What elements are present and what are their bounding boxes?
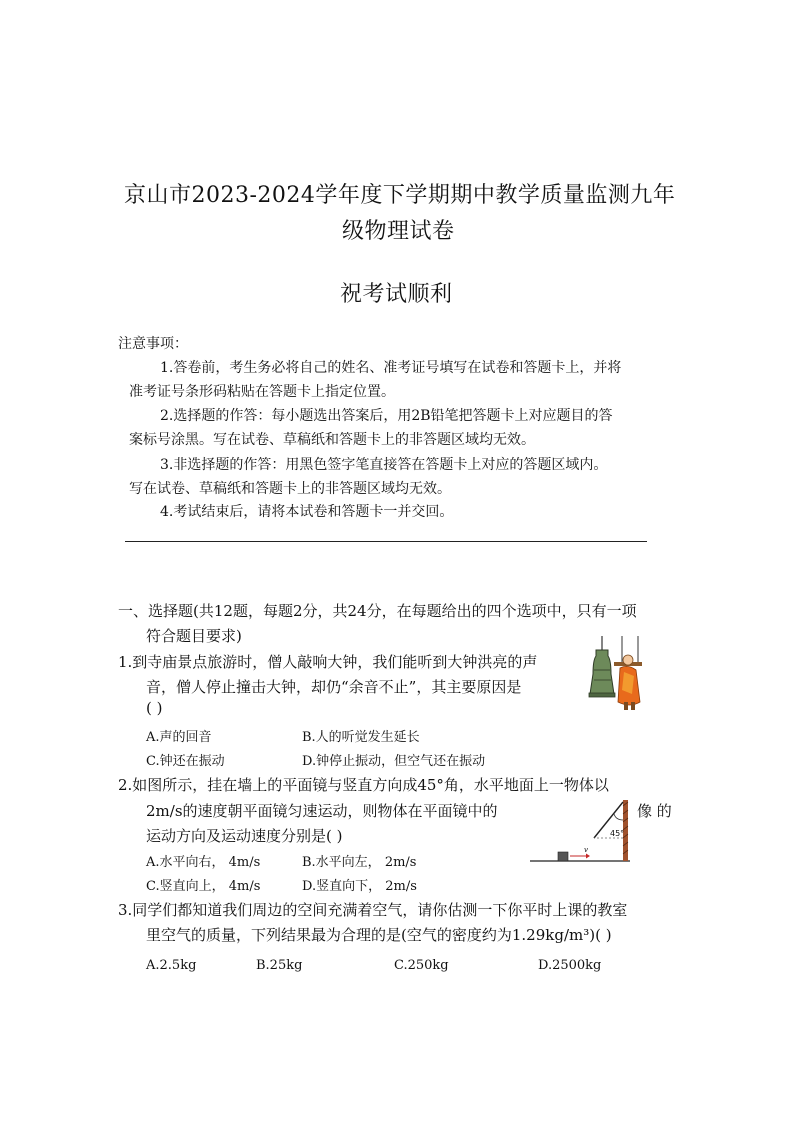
- q3-option-d: D.2500kg: [538, 958, 602, 973]
- q3-stem-line2: 里空气的质量，下列结果最为合理的是(空气的密度约为1.29kg/m³)( ): [146, 926, 612, 944]
- notice-item1-line2: 准考证号条形码粘贴在答题卡上指定位置。: [129, 384, 395, 400]
- q1-option-a: A.声的回音: [146, 730, 212, 745]
- q1-option-b: B.人的听觉发生延长: [302, 730, 420, 745]
- q3-option-a: A.2.5kg: [146, 958, 197, 973]
- q3-option-c: C.250kg: [394, 958, 449, 973]
- q2-stem-line3: 运动方向及运动速度分别是( ): [146, 827, 343, 845]
- q3-stem-line1: 3.同学们都知道我们周边的空间充满着空气，请你估测一下你平时上课的教室: [118, 901, 628, 919]
- notice-item1-line1: 1.答卷前，考生务必将自己的姓名、准考证号填写在试卷和答题卡上，并将: [160, 360, 622, 376]
- q2-option-d: D.竖直向下， 2m/s: [302, 879, 417, 894]
- section1-heading-line1: 一、选择题(共12题，每题2分，共24分，在每题给出的四个选项中，只有一项: [118, 602, 637, 620]
- q2-stem-line2-end: 像 的: [637, 802, 672, 820]
- divider-line: [125, 541, 647, 542]
- mirror-figure: [530, 798, 634, 868]
- q2-option-c: C.竖直向上， 4m/s: [146, 879, 261, 894]
- q1-option-d: D.钟停止振动，但空气还在振动: [302, 754, 486, 769]
- q1-stem-line1: 1.到寺庙景点旅游时，僧人敲响大钟，我们能听到大钟洪亮的声: [118, 653, 538, 671]
- notice-heading: 注意事项：: [118, 336, 188, 352]
- notice-item2-line2: 案标号涂黑。写在试卷、草稿纸和答题卡上的非答题区域均无效。: [129, 432, 535, 448]
- bell-monk-figure: [584, 636, 646, 712]
- q1-stem-line2: 音，僧人停止撞击大钟，却仍“余音不止”，其主要原因是: [146, 678, 522, 696]
- q1-answer-blank: ( ): [146, 699, 163, 717]
- q3-option-b: B.25kg: [256, 958, 303, 973]
- notice-item3-line2: 写在试卷、草稿纸和答题卡上的非答题区域均无效。: [129, 481, 451, 497]
- exam-title-line1: 京山市2023-2024学年度下学期期中教学质量监测九年: [124, 183, 676, 208]
- q2-option-b: B.水平向左， 2m/s: [302, 855, 417, 870]
- mirror-angle-label: 45°: [610, 829, 625, 838]
- exam-title-line2: 级物理试卷: [342, 219, 455, 244]
- q2-stem-line2: 2m/s的速度朝平面镜匀速运动，则物体在平面镜中的: [146, 802, 498, 820]
- q2-stem-line1: 2.如图所示，挂在墙上的平面镜与竖直方向成45°角，水平地面上一物体以: [118, 776, 609, 794]
- notice-item4: 4.考试结束后，请将本试卷和答题卡一并交回。: [160, 504, 454, 520]
- section1-heading-line2: 符合题目要求): [146, 627, 242, 645]
- notice-item3-line1: 3.非选择题的作答：用黑色签字笔直接答在答题卡上对应的答题区域内。: [160, 457, 608, 473]
- notice-item2-line1: 2.选择题的作答：每小题选出答案后，用2B铅笔把答题卡上对应题目的答: [160, 408, 613, 424]
- q2-option-a: A.水平向右， 4m/s: [146, 855, 261, 870]
- q1-option-c: C.钟还在振动: [146, 754, 225, 769]
- velocity-label: v: [584, 846, 588, 854]
- exam-wish: 祝考试顺利: [340, 282, 453, 307]
